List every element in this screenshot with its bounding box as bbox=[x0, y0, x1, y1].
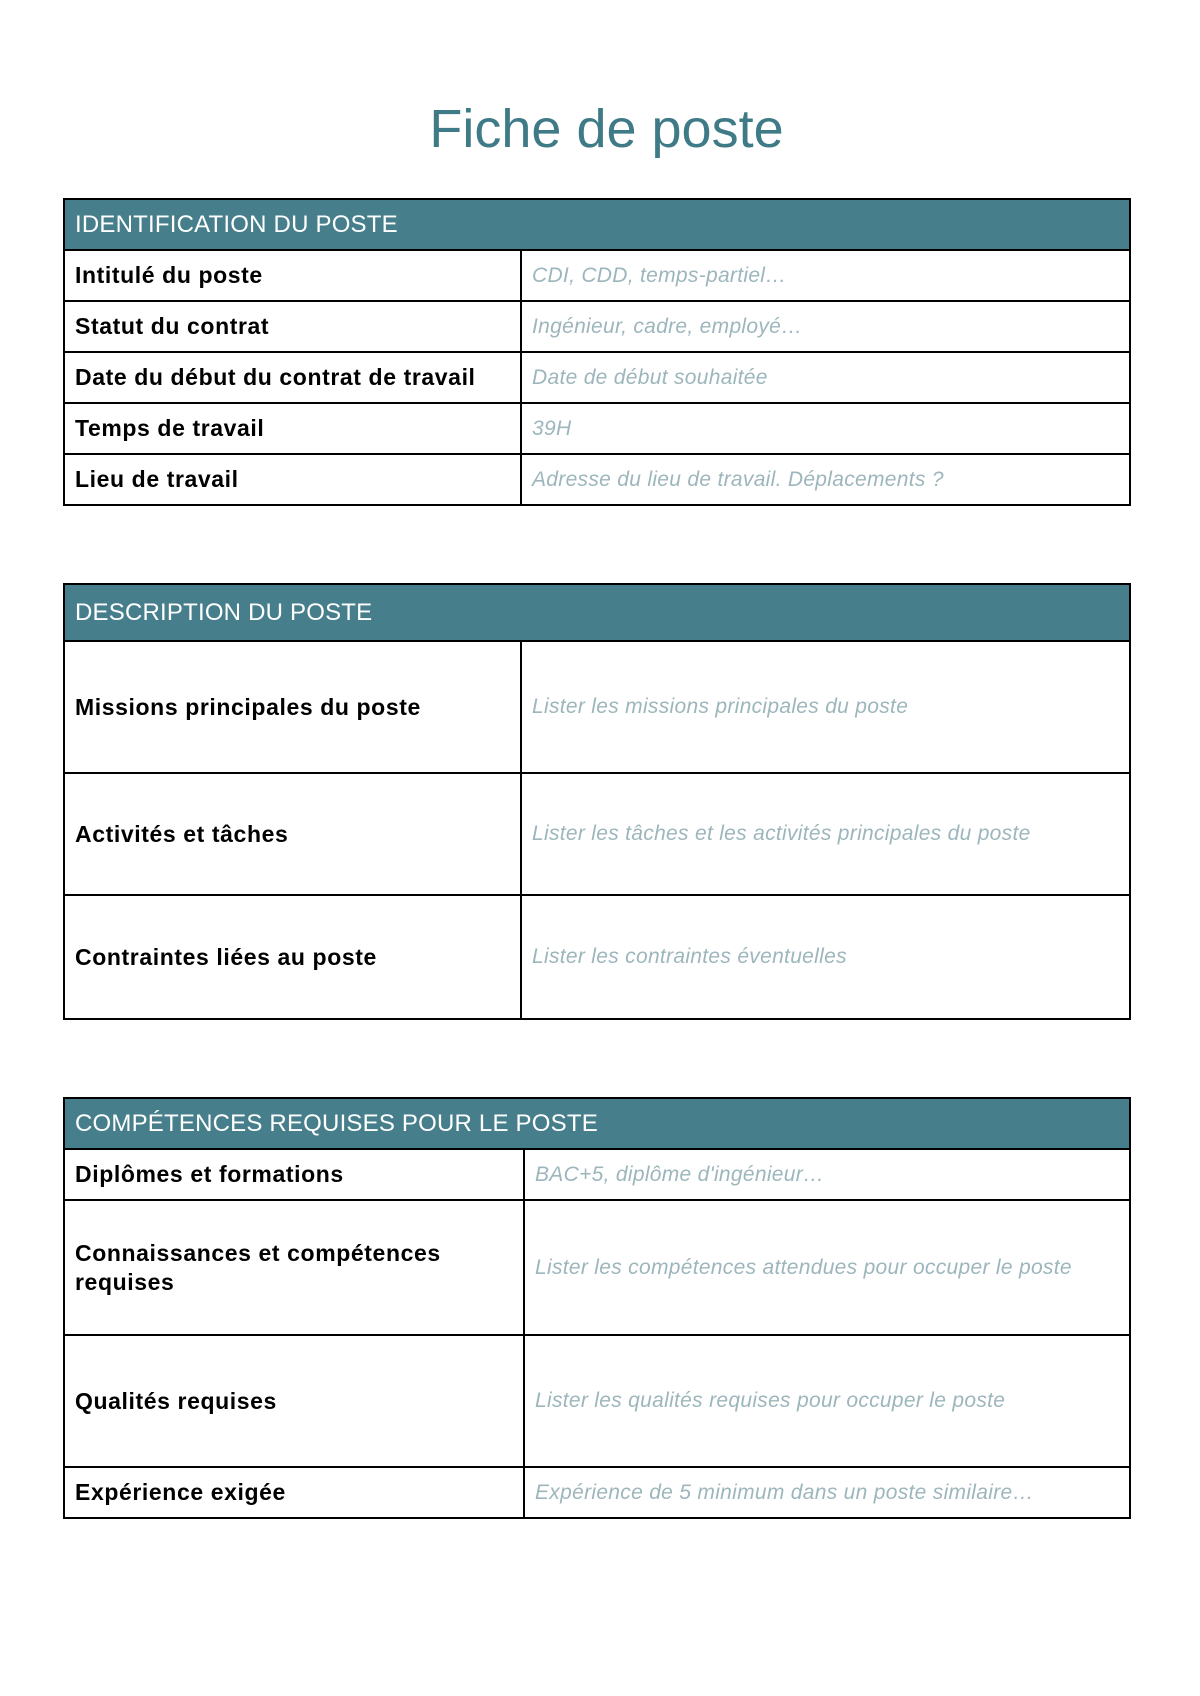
table-row bbox=[64, 403, 1130, 454]
table-row bbox=[64, 454, 1130, 505]
field-label: Contraintes liées au poste bbox=[64, 895, 521, 1019]
field-value[interactable]: Lister les contraintes éventuelles bbox=[521, 895, 1130, 1019]
table-row bbox=[64, 301, 1130, 352]
field-label: Expérience exigée bbox=[64, 1467, 524, 1518]
table-row bbox=[64, 641, 1130, 773]
field-value[interactable]: Date de début souhaitée bbox=[521, 352, 1130, 403]
field-label: Activités et tâches bbox=[64, 773, 521, 895]
page-title: Fiche de poste bbox=[429, 99, 784, 159]
field-value[interactable]: CDI, CDD, temps-partiel… bbox=[521, 250, 1130, 301]
table-row bbox=[64, 773, 1130, 895]
field-value[interactable]: Lister les compétences attendues pour occuper le poste bbox=[524, 1200, 1130, 1335]
field-value[interactable]: Expérience de 5 minimum dans un poste similaire… bbox=[524, 1467, 1130, 1518]
field-label: Temps de travail bbox=[64, 403, 521, 454]
table-row bbox=[64, 1335, 1130, 1467]
table-row bbox=[64, 1467, 1130, 1518]
section-header: DESCRIPTION DU POSTE bbox=[64, 584, 1130, 641]
field-value[interactable]: 39H bbox=[521, 403, 1130, 454]
field-label: Date du début du contrat de travail bbox=[64, 352, 521, 403]
field-value[interactable]: Ingénieur, cadre, employé… bbox=[521, 301, 1130, 352]
table-row bbox=[64, 1149, 1130, 1200]
section-header: IDENTIFICATION DU POSTE bbox=[64, 199, 1130, 250]
field-value[interactable]: Lister les qualités requises pour occuper le poste bbox=[524, 1335, 1130, 1467]
table-row bbox=[64, 1200, 1130, 1335]
section-header: COMPÉTENCES REQUISES POUR LE POSTE bbox=[64, 1098, 1130, 1149]
competences-table bbox=[63, 1097, 1131, 1519]
field-label: Lieu de travail bbox=[64, 454, 521, 505]
field-label: Missions principales du poste bbox=[64, 641, 521, 773]
field-label: Diplômes et formations bbox=[64, 1149, 524, 1200]
field-label: Qualités requises bbox=[64, 1335, 524, 1467]
table-row bbox=[64, 250, 1130, 301]
field-label: Connaissances et compétences requises bbox=[64, 1200, 524, 1335]
description-table bbox=[63, 583, 1131, 1020]
field-value[interactable]: Adresse du lieu de travail. Déplacements ? bbox=[521, 454, 1130, 505]
field-value[interactable]: Lister les missions principales du poste bbox=[521, 641, 1130, 773]
field-label: Intitulé du poste bbox=[64, 250, 521, 301]
field-value[interactable]: Lister les tâches et les activités principales du poste bbox=[521, 773, 1130, 895]
table-row bbox=[64, 895, 1130, 1019]
field-label: Statut du contrat bbox=[64, 301, 521, 352]
field-value[interactable]: BAC+5, diplôme d'ingénieur… bbox=[524, 1149, 1130, 1200]
identification-table bbox=[63, 198, 1131, 506]
table-row bbox=[64, 352, 1130, 403]
